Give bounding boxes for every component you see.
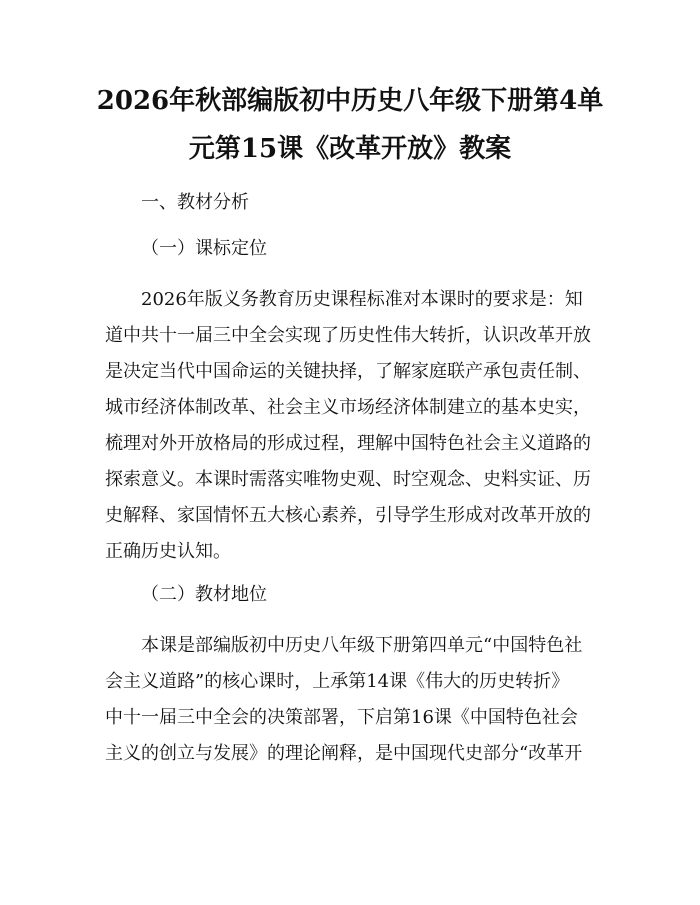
paragraph-line: 正确历史认知。 [105,541,231,562]
paragraph-line: 2026年版义务教育历史课程标准对本课时的要求是：知 [141,289,583,310]
paragraph-line: 会主义道路”的核心课时，上承第14课《伟大的历史转折》 [105,671,570,692]
paragraph-line: 道中共十一届三中全会实现了历史性伟大转折，认识改革开放 [105,325,591,346]
paragraph-line: 城市经济体制改革、社会主义市场经济体制建立的基本史实， [105,397,591,418]
paragraph-line: 探索意义。本课时需落实唯物史观、时空观念、史料实证、历 [105,469,591,490]
document-title-line-1: 2026年秋部编版初中历史八年级下册第4单 [96,86,604,116]
paragraph-line: 本课是部编版初中历史八年级下册第四单元“中国特色社 [141,635,583,656]
paragraph-line: 史解释、家国情怀五大核心素养，引导学生形成对改革开放的 [105,505,591,526]
paragraph-line: 中十一届三中全会的决策部署，下启第16课《中国特色社会 [105,707,578,728]
subsection-heading-curriculum-standard: （一）课标定位 [141,238,267,259]
paragraph-line: 梳理对外开放格局的形成过程，理解中国特色社会主义道路的 [105,433,591,454]
section-heading-textbook-analysis: 一、教材分析 [141,192,249,213]
document-title-line-2: 元第15课《改革开放》教案 [188,134,512,164]
subsection-heading-textbook-position: （二）教材地位 [141,584,267,605]
paragraph-line: 主义的创立与发展》的理论阐释，是中国现代史部分“改革开 [105,743,583,764]
paragraph-line: 是决定当代中国命运的关键抉择，了解家庭联产承包责任制、 [105,361,591,382]
